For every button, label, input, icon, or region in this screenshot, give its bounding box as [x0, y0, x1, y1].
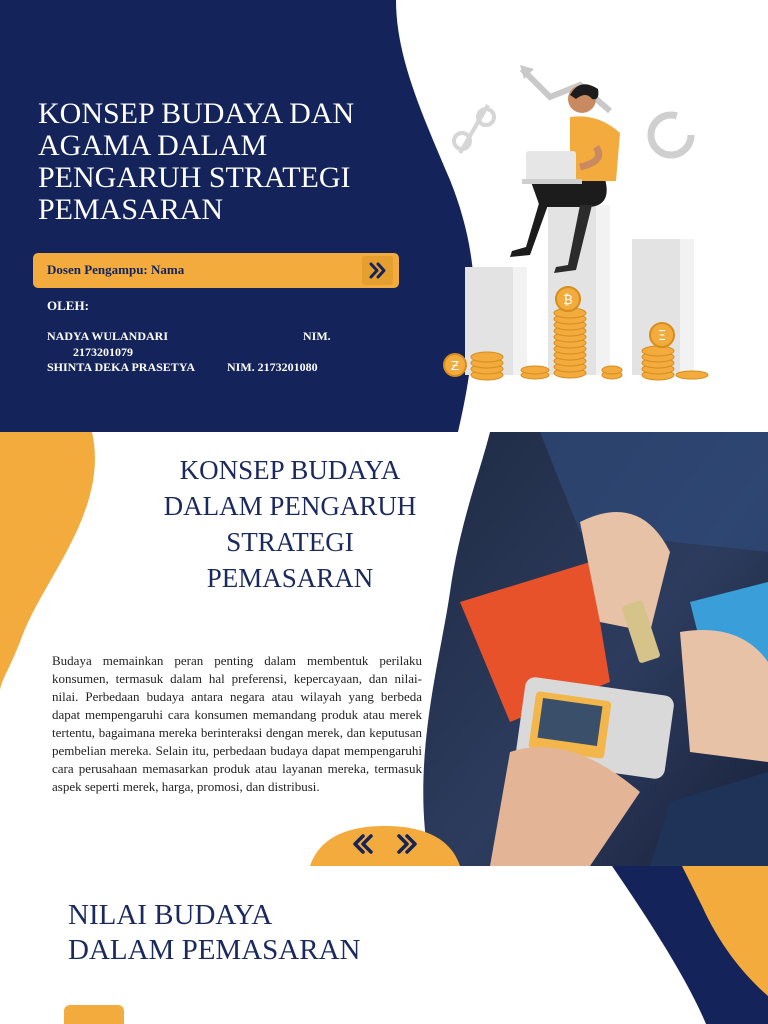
slide-3-title-line: NILAI BUDAYA	[68, 899, 273, 931]
next-button[interactable]	[390, 830, 424, 860]
svg-text:Ƶ: Ƶ	[450, 359, 460, 373]
prev-button[interactable]	[344, 830, 378, 860]
author-nim: NIM. 2173201080	[227, 360, 318, 374]
slide-1-title-line: PENGARUH STRATEGI	[38, 161, 351, 194]
author-nim: 2173201079	[73, 345, 133, 359]
double-chevron-right-icon	[362, 256, 393, 285]
payment-photo	[420, 432, 768, 866]
slide-2	[0, 432, 768, 866]
slide-3-title	[68, 898, 360, 968]
finance-illustration	[430, 55, 730, 390]
percent-icon	[454, 105, 494, 153]
slide-3-accent-tab	[64, 1005, 124, 1024]
slide-3-title-line: DALAM PEMASARAN	[68, 934, 361, 966]
slide-1-title-line: AGAMA DALAM	[38, 129, 268, 162]
slide-2-title-line: DALAM PENGARUH	[163, 491, 417, 521]
slide-1-title-line: KONSEP BUDAYA DAN	[38, 97, 355, 130]
slide-2-body: Budaya memainkan peran penting dalam membentuk perilaku konsumen, termasuk dalam hal preferensi, kepercayaan, dan nilai-nilai. Perbedaan budaya antara negara atau wilayah yang berbeda dapat mempengaruhi cara konsumen memandang produk atau merek tertentu, bagaimana mereka berinteraksi dengan merek, dan keputusan pembelian mereka. Selain itu, perbedaan budaya dapat mempengaruhi cara perusahaan memasarkan produk atau layanan mereka, termasuk aspek seperti merek, harga, promosi, dan distribusi.	[52, 653, 422, 794]
slide-2-title-line: PEMASARAN	[206, 563, 374, 593]
oleh-label: OLEH:	[47, 298, 89, 313]
author-nim-label: NIM.	[303, 329, 331, 343]
author-name: NADYA WULANDARI	[47, 329, 169, 343]
dosen-bar	[33, 253, 399, 288]
next-button[interactable]	[362, 256, 393, 285]
dosen-label: Dosen Pengampu: Nama	[47, 262, 185, 277]
svg-text:Ξ: Ξ	[657, 329, 667, 344]
slide-1	[0, 0, 768, 432]
slide-nav	[310, 824, 460, 866]
slide-1-title-line: PEMASARAN	[38, 193, 224, 226]
slide-3	[0, 866, 768, 1024]
slide-2-title-line: KONSEP BUDAYA	[179, 455, 401, 485]
donut-chart-icon	[651, 115, 691, 155]
slide-2-title	[140, 452, 440, 596]
slide-2-title-line: STRATEGI	[226, 527, 354, 557]
slide-1-title	[38, 98, 398, 226]
svg-text:₿: ₿	[563, 293, 573, 308]
author-name: SHINTA DEKA PRASETYA	[47, 360, 196, 374]
